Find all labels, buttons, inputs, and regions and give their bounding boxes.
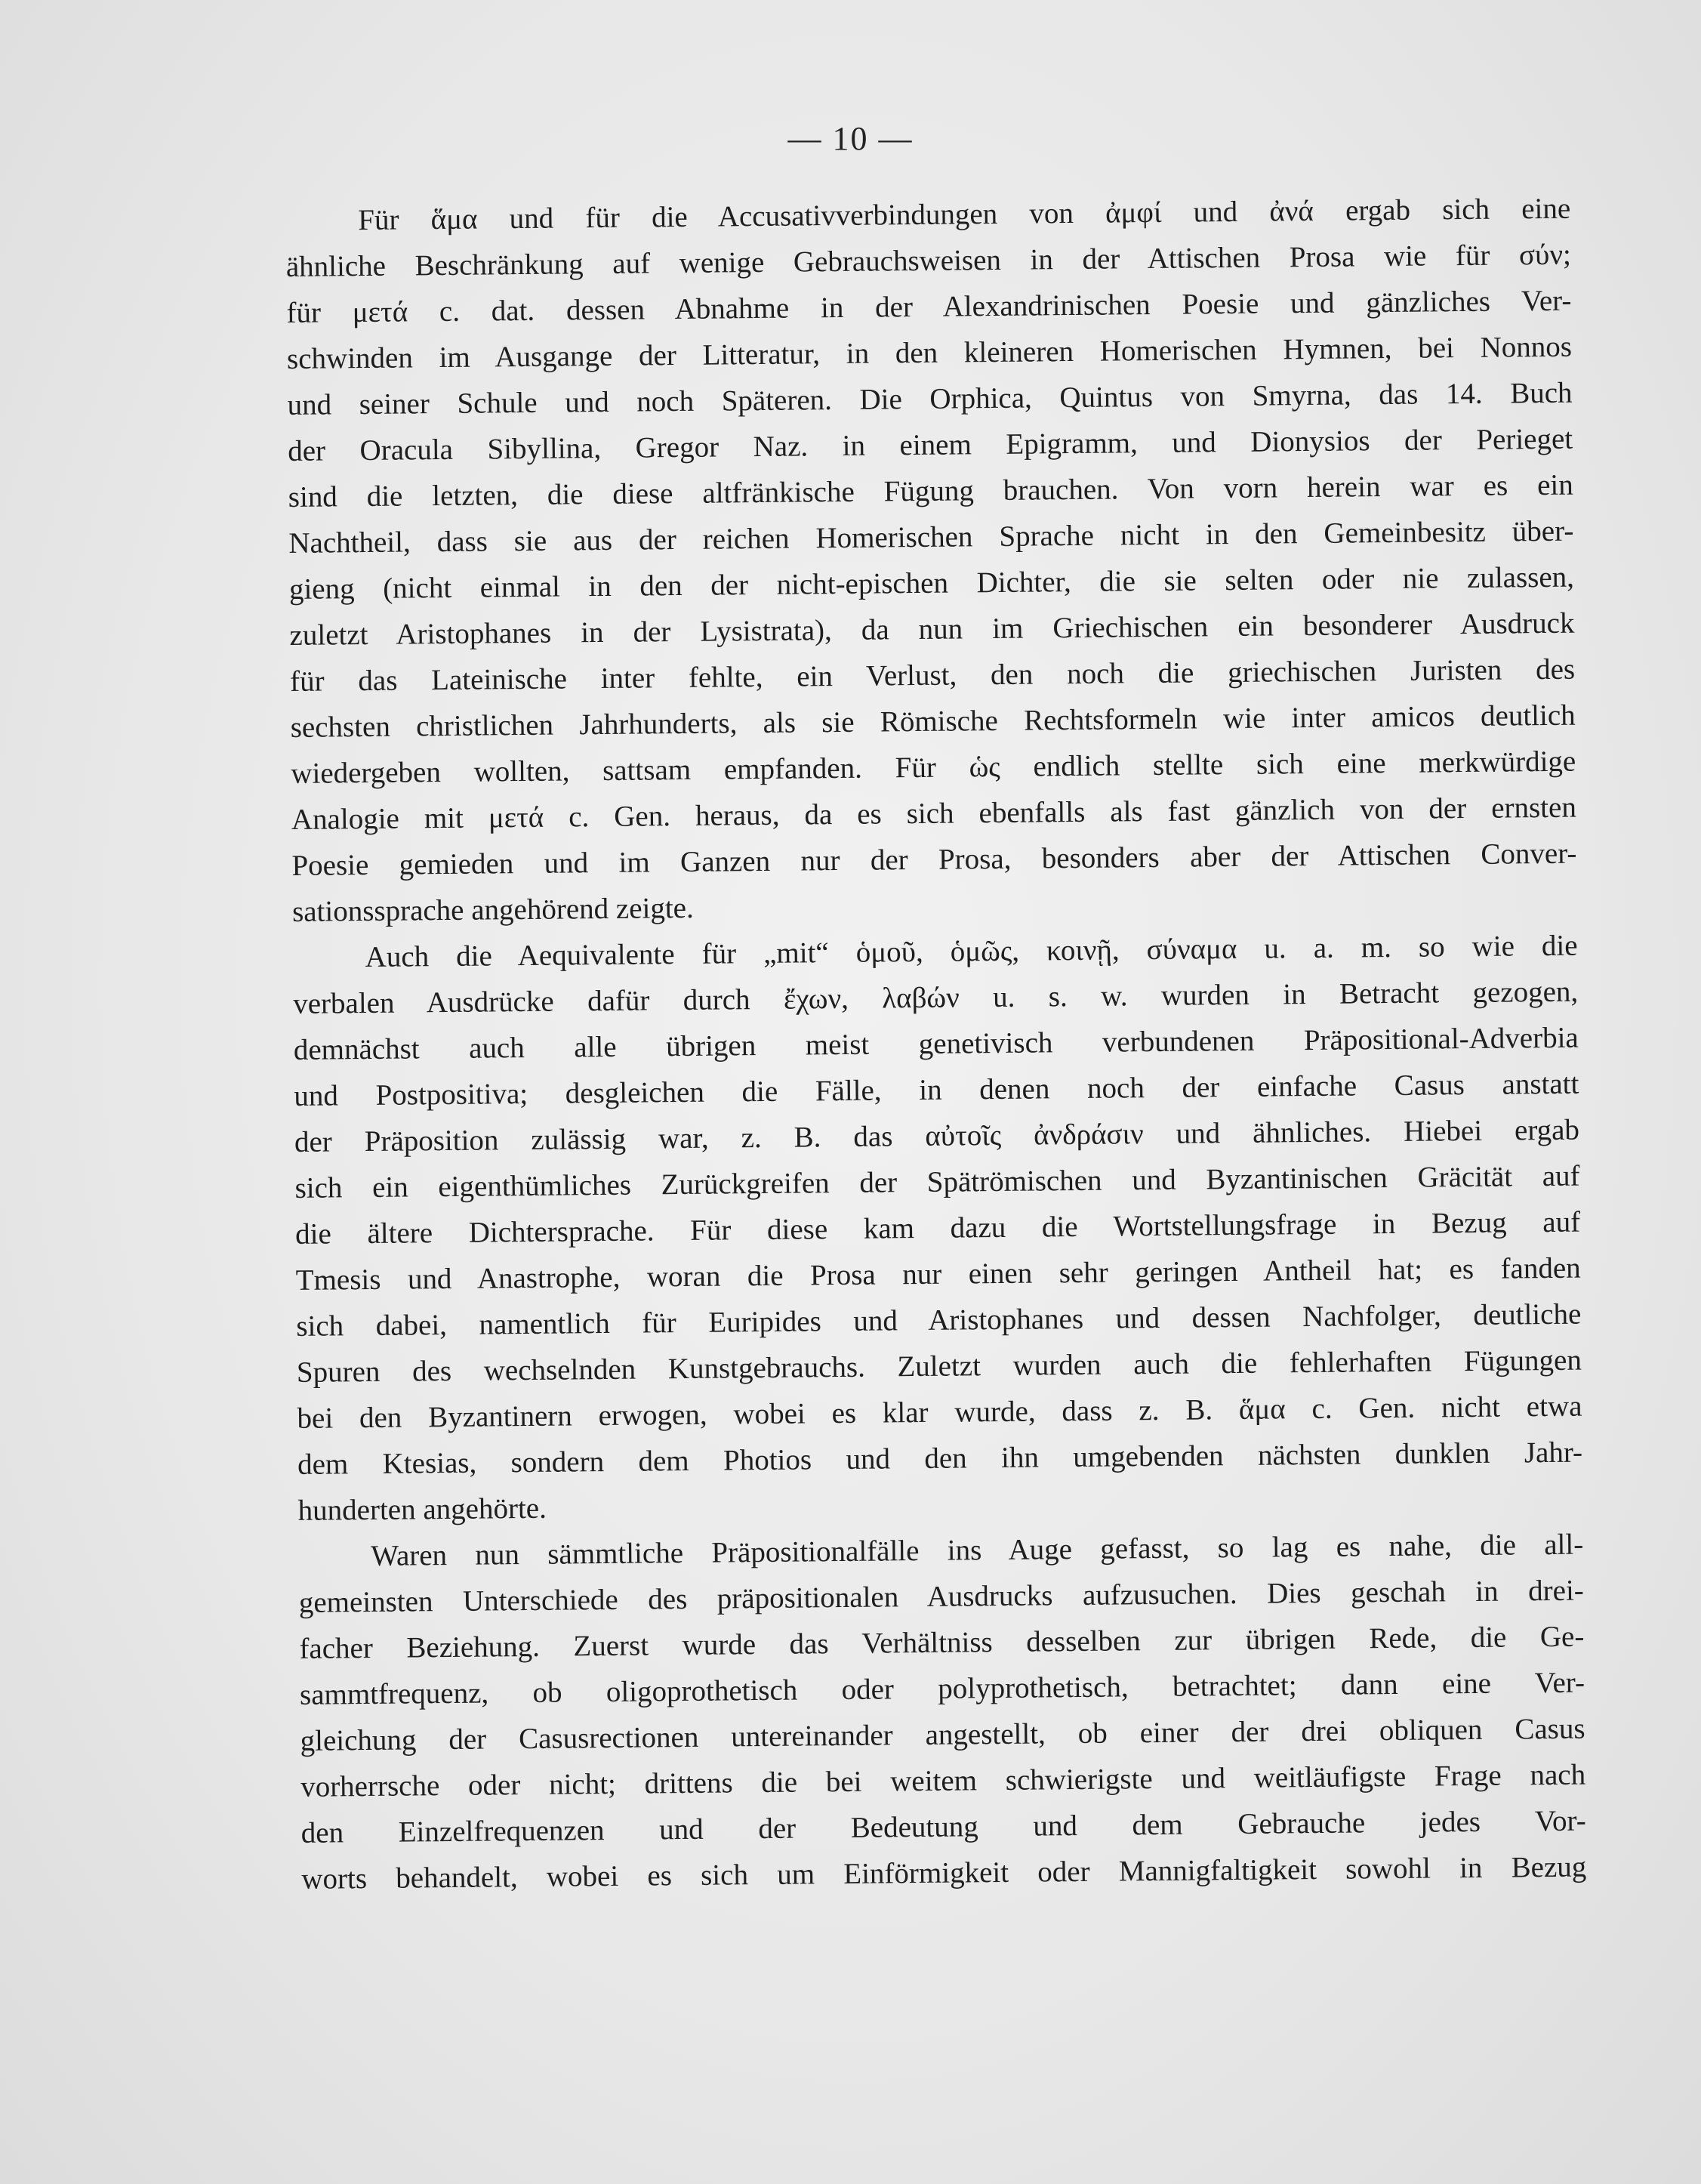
text-line: für das Lateinische inter fehlte, ein Verlust, den noch die griechischen Juristen des — [289, 652, 1576, 698]
text-line: Spuren des wechselnden Kunstgebrauchs. Zuletzt wurden auch die fehlerhaften Fügungen — [296, 1343, 1582, 1389]
text-line: sechsten christlichen Jahrhunderts, als sie Römische Rechtsformeln wie inter amicos deutlich — [290, 699, 1576, 744]
text-line: und Postpositiva; desgleichen die Fälle, in denen noch der einfache Casus anstatt — [294, 1067, 1579, 1112]
text-line: hunderten angehörte. — [297, 1491, 547, 1527]
text-line: sich ein eigenthümliches Zurückgreifen der Spätrömischen und Byzantinischen Gräcität auf — [294, 1159, 1580, 1205]
text-line: Auch die Aequivalente für „mit“ ὁμοῦ, ὁμῶς, κοινῇ, σύναμα u. a. m. so wie die — [365, 929, 1578, 974]
paragraph-2 — [292, 923, 1583, 1534]
text-line: den Einzelfrequenzen und der Bedeutung und dem Gebrauche jedes Vor- — [300, 1804, 1586, 1849]
text-line: der Präposition zulässig war, z. B. das αὐτοῖς ἀνδράσιν und ähnliches. Hiebei ergab — [294, 1113, 1580, 1158]
text-line: gemeinsten Unterschiede des präpositionalen Ausdrucks aufzusuchen. Dies geschah in drei- — [298, 1574, 1584, 1619]
text-line: der Oracula Sibyllina, Gregor Naz. in einem Epigramm, und Dionysios der Perieget — [288, 422, 1573, 467]
text-line: vorherrsche oder nicht; drittens die bei weitem schwierigste und weitläufigste Frage nach — [300, 1758, 1586, 1803]
text-line: schwinden im Ausgange der Litteratur, in den kleineren Homerischen Hymnen, bei Nonnos — [286, 330, 1573, 375]
body-text — [285, 186, 1587, 1902]
text-line: wiedergeben wollten, sattsam empfanden. Für ὡς endlich stellte sich eine merkwürdige — [291, 745, 1576, 790]
text-line: Für ἅμα und für die Accusativverbindungen von ἀμφί und ἀνά ergab sich eine — [358, 192, 1571, 237]
text-line: Analogie mit μετά c. Gen. heraus, da es sich ebenfalls als fast gänzlich von der ernsten — [291, 791, 1577, 836]
text-line: Waren nun sämmtliche Präpositionalfälle ins Auge gefasst, so lag es nahe, die all- — [371, 1528, 1584, 1572]
paragraph-1 — [285, 186, 1577, 935]
page-number: — 10 — — [787, 120, 914, 157]
text-line: sind die letzten, die diese altfränkische Fügung brauchen. Von vorn herein war es ein — [288, 468, 1573, 514]
text-line: sationssprache angehörend zeigte. — [291, 891, 694, 928]
text-line: Nachtheil, dass sie aus der reichen Homerischen Sprache nicht in den Gemeinbesitz über- — [288, 514, 1574, 560]
paragraph-3 — [298, 1522, 1587, 1902]
text-line: für μετά c. dat. dessen Abnahme in der Alexandrinischen Poesie und gänzliches Ver- — [286, 284, 1572, 329]
text-line: worts behandelt, wobei es sich um Einförmigkeit oder Mannigfaltigkeit sowohl in Bezug — [301, 1850, 1587, 1896]
text-line: gleichung der Casusrectionen untereinander angestellt, ob einer der drei obliquen Casus — [300, 1712, 1585, 1757]
text-line: bei den Byzantinern erwogen, wobei es klar wurde, dass z. B. ἅμα c. Gen. nicht etwa — [297, 1390, 1582, 1435]
text-line: Tmesis und Anastrophe, woran die Prosa nur einen sehr geringen Antheil hat; es fanden — [295, 1251, 1581, 1297]
text-line: sammtfrequenz, ob oligoprothetisch oder polyprothetisch, betrachtet; dann eine Ver- — [299, 1666, 1585, 1711]
text-line: zuletzt Aristophanes in der Lysistrata), da nun im Griechischen ein besonderer Ausdruck — [289, 606, 1575, 652]
text-line: und seiner Schule und noch Späteren. Die Orphica, Quintus von Smyrna, das 14. Buch — [287, 376, 1573, 421]
text-line: die ältere Dichtersprache. Für diese kam dazu die Wortstellungsfrage in Bezug auf — [294, 1205, 1581, 1251]
text-line: gieng (nicht einmal in den der nicht-epischen Dichter, die sie selten oder nie zulassen, — [288, 560, 1575, 606]
text-line: dem Ktesias, sondern dem Photios und den ihn umgebenden nächsten dunklen Jahr- — [297, 1436, 1583, 1481]
text-line: ähnliche Beschränkung auf wenige Gebrauchsweisen in der Attischen Prosa wie für σύν; — [285, 238, 1572, 283]
text-line: facher Beziehung. Zuerst wurde das Verhältniss desselben zur übrigen Rede, die Ge- — [299, 1620, 1585, 1665]
text-line: sich dabei, namentlich für Euripides und Aristophanes und dessen Nachfolger, deutliche — [296, 1297, 1582, 1343]
text-line: demnächst auch alle übrigen meist genetivisch verbundenen Präpositional-Adverbia — [293, 1021, 1579, 1066]
text-line: Poesie gemieden und im Ganzen nur der Prosa, besonders aber der Attischen Conver- — [291, 837, 1577, 882]
text-line: verbalen Ausdrücke dafür durch ἔχων, λαβών u. s. w. wurden in Betracht gezogen, — [293, 975, 1579, 1020]
